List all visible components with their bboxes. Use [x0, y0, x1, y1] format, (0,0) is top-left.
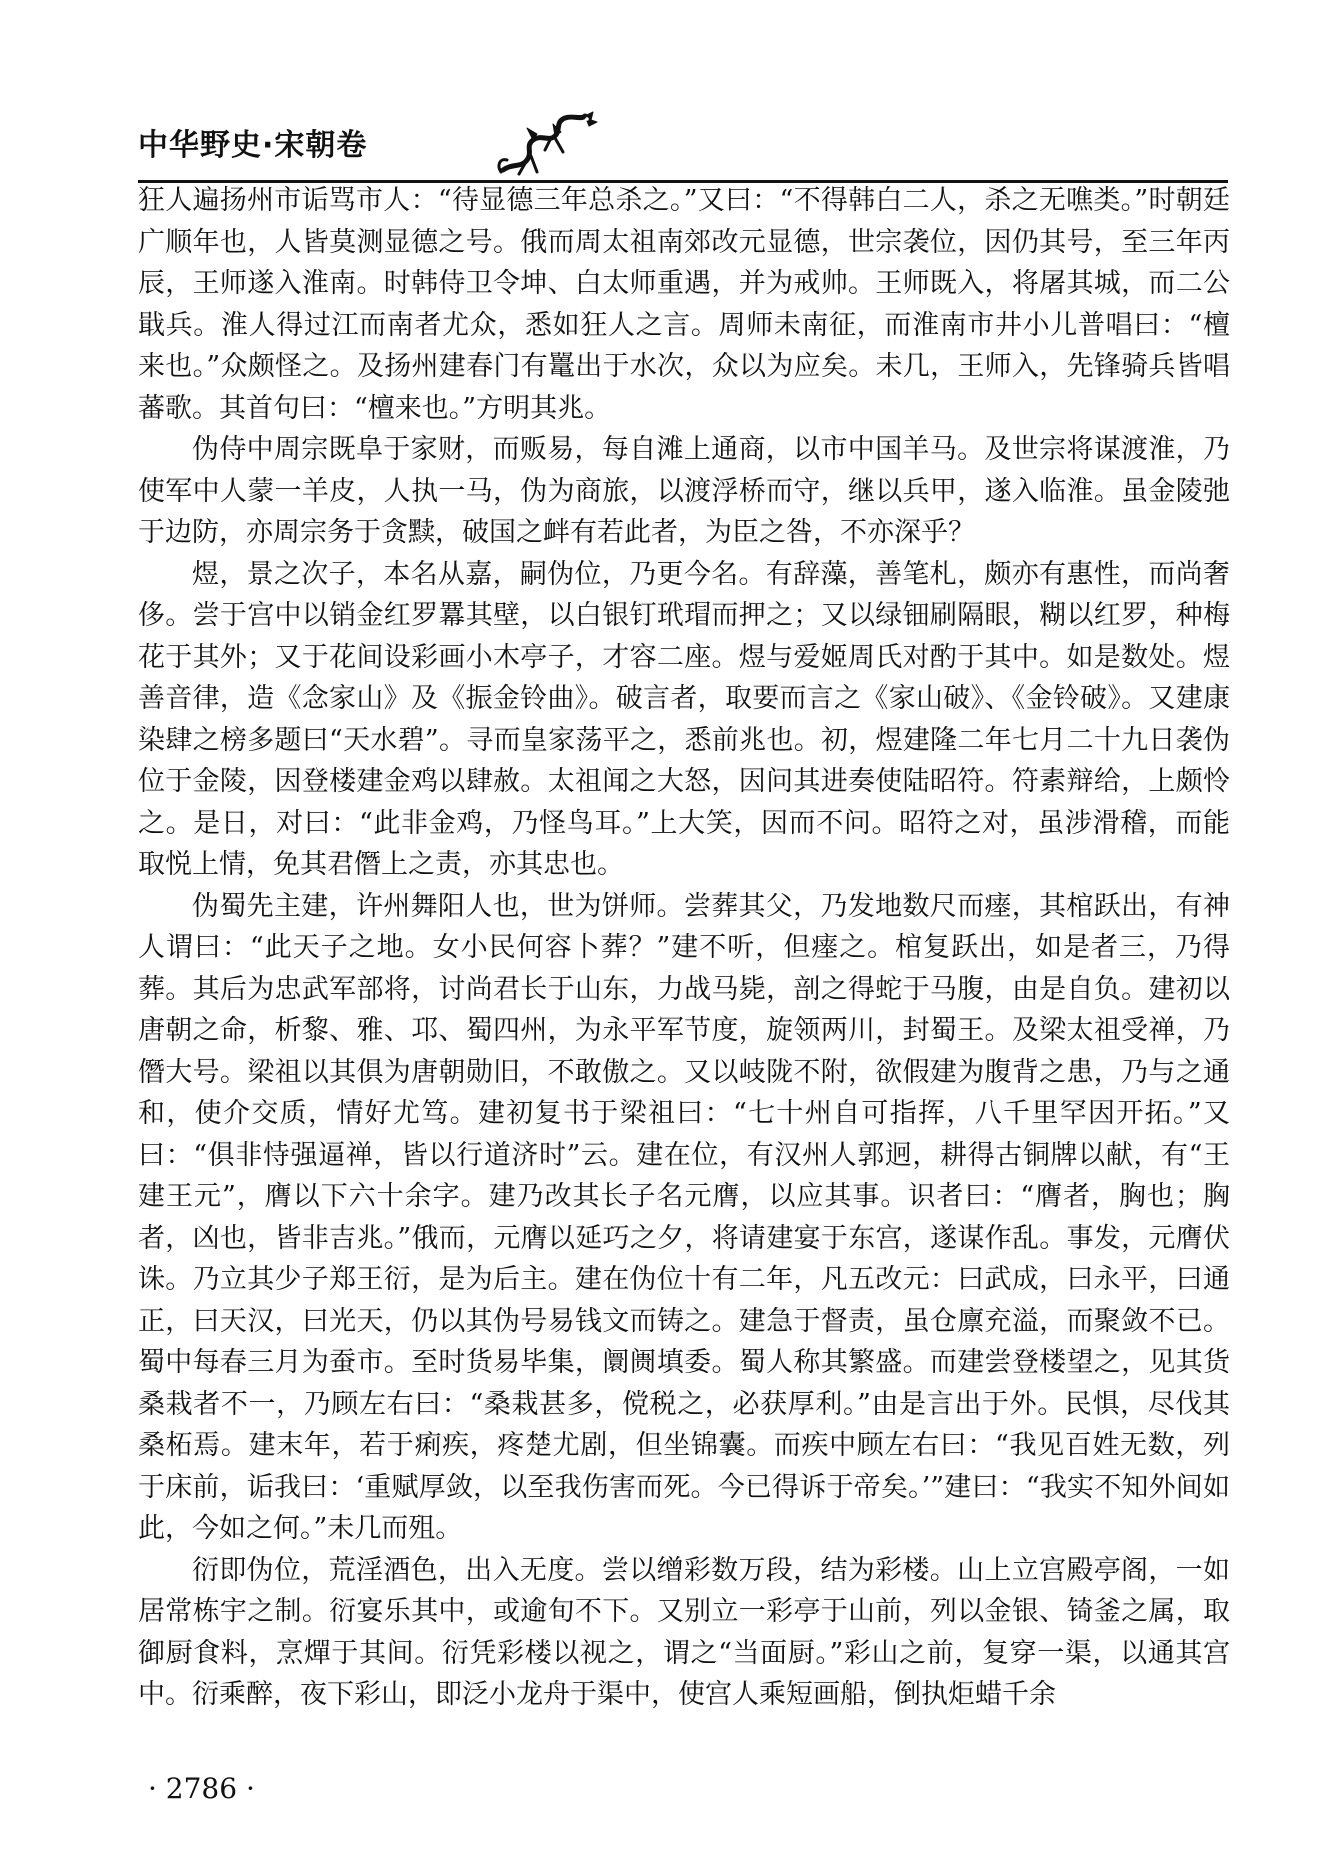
book-title: 中华野史·宋朝卷: [138, 128, 368, 163]
dragon-icon: [493, 108, 603, 178]
paragraph-5: 衍即伪位，荒淫酒色，出入无度。尝以缯彩数万段，结为彩楼。山上立宫殿亭阁，一如居常栋宇之制。衍宴乐其中，或逾旬不下。又别立一彩亭于山前，列以金银、锜釜之属，取御厨食料，烹燀于其间。衍凭彩楼以视之，谓之“当面厨。”彩山之前，复穿一渠，以通其宫中。衍乘醉，夜下彩山，即泛小龙舟于渠中，使宫人乘短画船，倒执炬蜡千余: [138, 1554, 1230, 1710]
paragraph-3: 煜，景之次子，本名从嘉，嗣伪位，乃更今名。有辞藻，善笔札，颇亦有惠性，而尚奢侈。尝于宫中以销金红罗羃其壁，以白银钉玳瑁而押之；又以绿钿刷隔眼，糊以红罗，种梅花于其外；又于花间设彩画小木亭子，才容二座。煜与爱姬周氏对酌于其中。如是数处。煜善音律，造《念家山》及《振金铃曲》。破言者，取要而言之《家山破》、《金铃破》。又建康染肆之榜多题曰“天水碧”。寻而皇家荡平之，悉前兆也。初，煜建隆二年七月二十九日袭伪位于金陵，因登楼建金鸡以肆赦。太祖闻之大怒，因问其进奏使陆昭符。符素辩给，上颇怜之。是日，对曰：“此非金鸡，乃怪鸟耳。”上大笑，因而不问。昭符之对，虽涉滑稽，而能取悦上情，免其君僭上之责，亦其忠也。: [138, 558, 1230, 880]
paragraph-2: 伪侍中周宗既阜于家财，而贩易，每自滩上通商，以市中国羊马。及世宗将谋渡淮，乃使军中人蒙一羊皮，人执一马，伪为商旅，以渡浮桥而守，继以兵甲，遂入临淮。虽金陵弛于边防，亦周宗务于贪黩，破国之衅有若此者，为臣之咎，不亦深乎？: [138, 434, 1230, 548]
page-number: · 2786 ·: [148, 1772, 255, 1805]
paragraph-4: 伪蜀先主建，许州舞阳人也，世为饼师。尝葬其父，乃发地数尺而瘗，其棺跃出，有神人谓曰：“此天子之地。女小民何容卜葬？”建不听，但瘗之。棺复跃出，如是者三，乃得葬。其后为忠武军部将，讨尚君长于山东，力战马毙，剖之得蛇于马腹，由是自负。建初以唐朝之命，析黎、雅、邛、蜀四州，为永平军节度，旋领两川，封蜀王。及梁太祖受禅，乃僭大号。梁祖以其俱为唐朝勋旧，不敢傲之。又以岐陇不附，欲假建为腹背之患，乃与之通和，使介交质，情好尤笃。建初复书于梁祖曰：“七十州自可指挥，八千里罕因开拓。”又曰：“俱非恃强逼禅，皆以行道济时”云。建在位，有汉州人郭迥，耕得古铜牌以献，有“王建王元”，膺以下六十余字。建乃改其长子名元膺，以应其事。识者曰：“膺者，胸也；胸者，凶也，皆非吉兆。”俄而，元膺以延巧之夕，将请建宴于东宫，遂谋作乱。事发，元膺伏诛。乃立其少子郑王衍，是为后主。建在伪位十有二年，凡五改元：曰武成，曰永平，曰通正，曰天汉，曰光天，仍以其伪号易钱文而铸之。建急于督责，虽仓廪充溢，而聚敛不已。蜀中每春三月为蚕市。至时货易毕集，阛阓填委。蜀人称其繁盛。而建尝登楼望之，见其货桑栽者不一，乃顾左右曰：“桑栽甚多，傥税之，必获厚利。”由是言出于外。民惧，尽伐其桑柘焉。建末年，若于痢疾，疼楚尤剧，但坐锦囊。而疾中顾左右曰：“我见百姓无数，列于床前，诟我曰：‘重赋厚敛，以至我伤害而死。今已得诉于帝矣。’”建曰：“我实不知外间如此，今如之何。”未几而殂。: [138, 890, 1230, 1544]
body-text: [138, 180, 1230, 1716]
paragraph-1: 狂人遍扬州市诟骂市人：“待显德三年总杀之。”又曰：“不得韩白二人，杀之无噍类。”时朝廷广顺年也，人皆莫测显德之号。俄而周太祖南郊改元显德，世宗袭位，因仍其号，至三年丙辰，王师遂入淮南。时韩侍卫令坤、白太师重遇，并为戒帅。王师既入，将屠其城，而二公戢兵。淮人得过江而南者尤众，悉如狂人之言。周师未南征，而淮南市井小儿普唱曰：“檀来也。”众颇怪之。及扬州建春门有鼍出于水次，众以为应矣。未几，王师入，先锋骑兵皆唱蕃歌。其首句曰：“檀来也。”方明其兆。: [138, 185, 1230, 424]
page-header: [138, 108, 1228, 188]
